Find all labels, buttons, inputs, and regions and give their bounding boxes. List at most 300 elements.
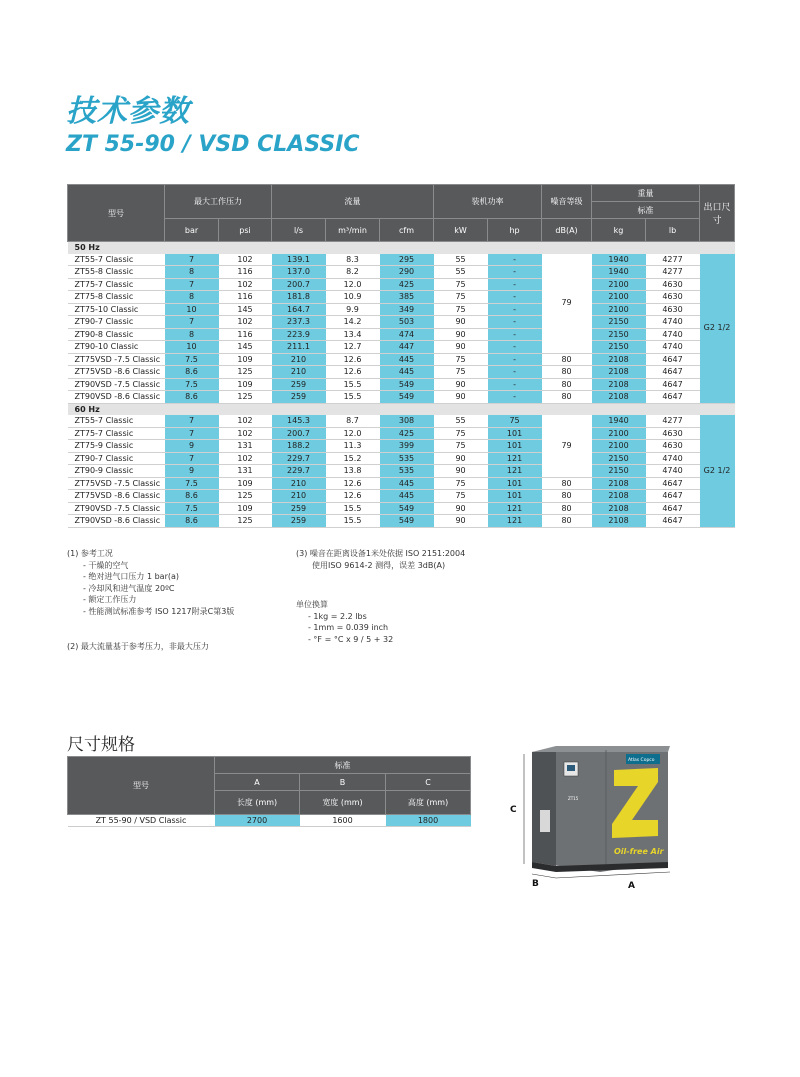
model-cell: ZT90-7 Classic: [68, 452, 165, 465]
table-cell: 2100: [592, 440, 646, 453]
table-cell: 8.6: [165, 490, 219, 503]
table-cell: 55: [434, 266, 488, 279]
table-cell: 80: [542, 502, 592, 515]
dimensions-table: [67, 756, 471, 827]
section-row: [68, 242, 735, 254]
table-cell: -: [488, 254, 542, 266]
table-cell: 290: [380, 266, 434, 279]
table-cell: 7.5: [165, 502, 219, 515]
dim-row-a: 2700: [215, 815, 300, 827]
table-cell: 8: [165, 266, 219, 279]
brand-name: Atlas Copco: [628, 758, 655, 763]
header-model: 型号: [68, 185, 165, 242]
table-cell: 75: [434, 440, 488, 453]
table-cell: 75: [434, 366, 488, 379]
table-cell: 4647: [646, 490, 700, 503]
table-cell: 4277: [646, 415, 700, 427]
model-cell: ZT75-10 Classic: [68, 303, 165, 316]
table-cell: 7: [165, 316, 219, 329]
dim-header-b: B: [300, 774, 386, 791]
page-subtitle: ZT 55-90 / VSD CLASSIC: [66, 132, 360, 157]
table-cell: 259: [272, 515, 326, 528]
table-cell: 4740: [646, 316, 700, 329]
model-cell: ZT75-7 Classic: [68, 427, 165, 440]
table-cell: 102: [219, 278, 272, 291]
table-cell: 121: [488, 502, 542, 515]
table-cell: 12.6: [326, 477, 380, 490]
model-cell: ZT75-8 Classic: [68, 291, 165, 304]
header-m3min: m³/min: [326, 219, 380, 242]
table-cell: 102: [219, 415, 272, 427]
table-cell: 101: [488, 477, 542, 490]
table-cell: 8.3: [326, 254, 380, 266]
table-cell: 75: [434, 490, 488, 503]
table-cell: 116: [219, 328, 272, 341]
table-cell: 80: [542, 366, 592, 379]
vent-grille: [540, 810, 550, 832]
model-cell: ZT55-7 Classic: [68, 254, 165, 266]
table-row: [68, 391, 735, 404]
note-3-line1: (3) 噪音在距离设备1米处依据 ISO 2151:2004: [296, 549, 466, 558]
dimension-b-line: [532, 874, 556, 878]
table-cell: 12.6: [326, 490, 380, 503]
header-power: 装机功率: [434, 185, 542, 219]
table-cell: 200.7: [272, 278, 326, 291]
header-flow: 流量: [272, 185, 434, 219]
table-cell: 90: [434, 378, 488, 391]
table-cell: 8.7: [326, 415, 380, 427]
model-cell: ZT90VSD -8.6 Classic: [68, 515, 165, 528]
table-row: [68, 477, 735, 490]
table-cell: 14.2: [326, 316, 380, 329]
header-noise: 噪音等级: [542, 185, 592, 219]
table-cell: 80: [542, 391, 592, 404]
dimension-a-line: [556, 872, 670, 878]
table-cell: 55: [434, 254, 488, 266]
note-1-item: - 绝对进气口压力 1 bar(a): [83, 572, 180, 581]
table-cell: 549: [380, 515, 434, 528]
note-1-title: (1) 参考工况: [67, 549, 113, 558]
table-cell: 4740: [646, 465, 700, 478]
table-cell: 80: [542, 515, 592, 528]
header-ls: l/s: [272, 219, 326, 242]
table-cell: 131: [219, 440, 272, 453]
table-cell: 181.8: [272, 291, 326, 304]
table-cell: 145: [219, 303, 272, 316]
dim-header-length: 长度 (mm): [215, 791, 300, 815]
table-cell: 7: [165, 427, 219, 440]
table-cell: 4647: [646, 391, 700, 404]
units-title: 单位换算: [296, 600, 328, 609]
header-psi: psi: [219, 219, 272, 242]
table-cell: 2108: [592, 490, 646, 503]
table-cell: 55: [434, 415, 488, 427]
table-row: [68, 316, 735, 329]
model-cell: ZT55-7 Classic: [68, 415, 165, 427]
note-1-item: - 冷却风和进气温度 20ºC: [83, 583, 175, 593]
table-cell: 7: [165, 415, 219, 427]
table-cell: 229.7: [272, 465, 326, 478]
table-cell: 2150: [592, 328, 646, 341]
table-cell: 2108: [592, 477, 646, 490]
table-cell: 349: [380, 303, 434, 316]
header-cfm: cfm: [380, 219, 434, 242]
table-cell: 399: [380, 440, 434, 453]
table-cell: 2150: [592, 452, 646, 465]
table-cell: -: [488, 366, 542, 379]
table-cell: 121: [488, 465, 542, 478]
table-cell: 8: [165, 328, 219, 341]
table-row: [68, 366, 735, 379]
table-cell: 15.5: [326, 391, 380, 404]
table-cell: 15.5: [326, 515, 380, 528]
table-cell: 425: [380, 427, 434, 440]
table-cell: 4630: [646, 278, 700, 291]
model-cell: ZT75VSD -7.5 Classic: [68, 477, 165, 490]
table-cell: 2108: [592, 502, 646, 515]
table-cell: 2150: [592, 316, 646, 329]
table-row: [68, 452, 735, 465]
table-cell: 90: [434, 341, 488, 354]
table-cell: -: [488, 353, 542, 366]
table-cell: 75: [434, 291, 488, 304]
table-cell: 125: [219, 391, 272, 404]
table-cell: 102: [219, 452, 272, 465]
table-cell: 4647: [646, 353, 700, 366]
table-row: [68, 328, 735, 341]
header-hp: hp: [488, 219, 542, 242]
label-b: B: [532, 879, 539, 889]
table-cell: 75: [434, 278, 488, 291]
table-cell: 7: [165, 278, 219, 291]
table-cell: 90: [434, 465, 488, 478]
table-cell: 2150: [592, 465, 646, 478]
table-cell: 90: [434, 316, 488, 329]
table-cell: 121: [488, 452, 542, 465]
table-row: [68, 490, 735, 503]
compressor-illustration: [510, 740, 680, 892]
table-cell: 90: [434, 502, 488, 515]
model-cell: ZT75-7 Classic: [68, 278, 165, 291]
model-cell: ZT75VSD -7.5 Classic: [68, 353, 165, 366]
table-row: [68, 303, 735, 316]
table-row: [68, 353, 735, 366]
header-kw: kW: [434, 219, 488, 242]
table-cell: 535: [380, 465, 434, 478]
table-cell: 223.9: [272, 328, 326, 341]
table-row: [68, 266, 735, 279]
table-cell: 188.2: [272, 440, 326, 453]
model-cell: ZT75VSD -8.6 Classic: [68, 366, 165, 379]
table-cell: 12.0: [326, 278, 380, 291]
table-cell: 139.1: [272, 254, 326, 266]
table-row: [68, 515, 735, 528]
note-3-line2: 使用ISO 9614-2 测得，误差 3dB(A): [312, 560, 446, 570]
table-cell: 125: [219, 366, 272, 379]
table-cell: 7.5: [165, 477, 219, 490]
table-cell: 237.3: [272, 316, 326, 329]
model-cell: ZT55-8 Classic: [68, 266, 165, 279]
table-cell: 2108: [592, 366, 646, 379]
dim-row-b: 1600: [300, 815, 386, 827]
dimensions-title: 尺寸规格: [67, 735, 135, 755]
dim-header-model: 型号: [68, 757, 215, 815]
table-cell: 445: [380, 366, 434, 379]
units-item: - °F = °C x 9 / 5 + 32: [308, 634, 394, 644]
table-cell: 12.0: [326, 427, 380, 440]
table-cell: 211.1: [272, 341, 326, 354]
table-cell: 75: [434, 427, 488, 440]
dim-row-c: 1800: [386, 815, 471, 827]
table-cell: 4630: [646, 303, 700, 316]
machine-side-panel: [532, 748, 556, 866]
header-lb: lb: [646, 219, 700, 242]
table-cell: 75: [434, 303, 488, 316]
table-cell: 308: [380, 415, 434, 427]
units-item: - 1mm = 0.039 inch: [308, 623, 389, 632]
table-cell: 535: [380, 452, 434, 465]
table-cell: 425: [380, 278, 434, 291]
table-cell: 10: [165, 341, 219, 354]
dim-header-c: C: [386, 774, 471, 791]
table-cell: 15.2: [326, 452, 380, 465]
table-cell: 75: [434, 353, 488, 366]
table-cell: 385: [380, 291, 434, 304]
table-cell: 90: [434, 452, 488, 465]
table-cell: -: [488, 278, 542, 291]
table-cell: -: [488, 316, 542, 329]
table-cell: 116: [219, 266, 272, 279]
page-title: 技术参数: [66, 94, 190, 129]
table-cell: 109: [219, 502, 272, 515]
table-cell: 549: [380, 502, 434, 515]
table-row: [68, 278, 735, 291]
table-cell: 503: [380, 316, 434, 329]
note-1-item: - 性能测试标准参考 ISO 1217附录C第3版: [83, 606, 235, 616]
table-cell: 15.5: [326, 378, 380, 391]
dim-header-a: A: [215, 774, 300, 791]
table-cell: 164.7: [272, 303, 326, 316]
table-row: [68, 341, 735, 354]
table-cell: 2100: [592, 427, 646, 440]
table-row: [68, 440, 735, 453]
table-cell: 4647: [646, 378, 700, 391]
table-cell: 101: [488, 427, 542, 440]
outlet-cell: G2 1/2: [700, 415, 735, 527]
table-cell: 75: [434, 477, 488, 490]
table-cell: 12.6: [326, 366, 380, 379]
table-cell: 75: [488, 415, 542, 427]
table-cell: 2150: [592, 341, 646, 354]
table-cell: 447: [380, 341, 434, 354]
label-a: A: [628, 881, 635, 891]
table-cell: 4630: [646, 427, 700, 440]
table-cell: 259: [272, 391, 326, 404]
table-cell: 1940: [592, 415, 646, 427]
table-cell: 259: [272, 502, 326, 515]
dim-header-std: 标准: [215, 757, 471, 774]
table-row: [68, 291, 735, 304]
table-cell: 102: [219, 427, 272, 440]
table-row: [68, 427, 735, 440]
table-cell: 474: [380, 328, 434, 341]
table-cell: -: [488, 378, 542, 391]
table-cell: 259: [272, 378, 326, 391]
table-cell: 210: [272, 477, 326, 490]
machine-top: [532, 746, 670, 752]
table-cell: 4630: [646, 291, 700, 304]
table-cell: 2100: [592, 303, 646, 316]
model-cell: ZT90-8 Classic: [68, 328, 165, 341]
table-cell: 4277: [646, 254, 700, 266]
table-cell: 1940: [592, 254, 646, 266]
table-cell: 229.7: [272, 452, 326, 465]
table-cell: 101: [488, 490, 542, 503]
model-cell: ZT75-9 Classic: [68, 440, 165, 453]
table-cell: 2108: [592, 515, 646, 528]
header-kg: kg: [592, 219, 646, 242]
table-cell: 12.6: [326, 353, 380, 366]
note-1-item: - 干燥的空气: [83, 560, 129, 570]
label-c: C: [510, 805, 517, 815]
table-cell: 121: [488, 515, 542, 528]
notes-left: [67, 548, 234, 653]
table-cell: 9.9: [326, 303, 380, 316]
table-row: [68, 502, 735, 515]
table-cell: 4647: [646, 502, 700, 515]
table-cell: 7: [165, 452, 219, 465]
dim-header-width: 宽度 (mm): [300, 791, 386, 815]
table-cell: 131: [219, 465, 272, 478]
table-cell: 445: [380, 477, 434, 490]
table-cell: 4647: [646, 515, 700, 528]
table-cell: 295: [380, 254, 434, 266]
table-cell: 1940: [592, 266, 646, 279]
table-cell: 445: [380, 490, 434, 503]
table-row: [68, 254, 735, 266]
table-cell: 116: [219, 291, 272, 304]
table-cell: -: [488, 341, 542, 354]
table-row: [68, 378, 735, 391]
table-cell: 109: [219, 477, 272, 490]
table-cell: 90: [434, 515, 488, 528]
note-1-item: - 额定工作压力: [83, 595, 137, 604]
units-item: - 1kg = 2.2 lbs: [308, 611, 367, 621]
model-cell: ZT90-7 Classic: [68, 316, 165, 329]
model-cell: ZT90-9 Classic: [68, 465, 165, 478]
section-label: 60 Hz: [68, 403, 735, 415]
dim-row-model: ZT 55-90 / VSD Classic: [68, 815, 215, 827]
table-cell: 10: [165, 303, 219, 316]
table-cell: 4630: [646, 440, 700, 453]
table-cell: 80: [542, 477, 592, 490]
table-cell: 7.5: [165, 353, 219, 366]
table-cell: 8.6: [165, 515, 219, 528]
header-weight-std: 标准: [592, 202, 700, 219]
table-cell: -: [488, 291, 542, 304]
table-cell: 125: [219, 515, 272, 528]
table-cell: 549: [380, 391, 434, 404]
table-cell: 80: [542, 353, 592, 366]
noise-merged-cell: 79: [542, 415, 592, 477]
table-cell: 145: [219, 341, 272, 354]
model-cell: ZT90VSD -7.5 Classic: [68, 502, 165, 515]
table-cell: 9: [165, 465, 219, 478]
table-cell: 7.5: [165, 378, 219, 391]
table-cell: 13.8: [326, 465, 380, 478]
table-cell: 2100: [592, 291, 646, 304]
table-cell: 9: [165, 440, 219, 453]
table-cell: -: [488, 303, 542, 316]
table-cell: -: [488, 328, 542, 341]
notes-right: [296, 548, 465, 645]
table-cell: 13.4: [326, 328, 380, 341]
table-cell: -: [488, 266, 542, 279]
table-cell: 4740: [646, 452, 700, 465]
model-cell: ZT75VSD -8.6 Classic: [68, 490, 165, 503]
table-row: [68, 415, 735, 427]
table-cell: 11.3: [326, 440, 380, 453]
table-cell: 4647: [646, 477, 700, 490]
outlet-cell: G2 1/2: [700, 254, 735, 404]
header-pressure: 最大工作压力: [165, 185, 272, 219]
table-cell: 90: [434, 391, 488, 404]
table-cell: 200.7: [272, 427, 326, 440]
model-cell: ZT90VSD -8.6 Classic: [68, 391, 165, 404]
noise-merged-cell: 79: [542, 254, 592, 354]
table-cell: 109: [219, 378, 272, 391]
table-cell: 445: [380, 353, 434, 366]
table-cell: 15.5: [326, 502, 380, 515]
table-cell: 210: [272, 366, 326, 379]
table-cell: 4647: [646, 366, 700, 379]
table-cell: 8.2: [326, 266, 380, 279]
table-cell: 8.6: [165, 391, 219, 404]
table-cell: 102: [219, 316, 272, 329]
table-cell: 549: [380, 378, 434, 391]
table-cell: 4740: [646, 341, 700, 354]
slogan: Oil-free Air: [614, 847, 664, 856]
dim-header-height: 高度 (mm): [386, 791, 471, 815]
table-cell: 2100: [592, 278, 646, 291]
spec-table: [67, 184, 735, 528]
table-cell: 137.0: [272, 266, 326, 279]
model-cell: ZT90-10 Classic: [68, 341, 165, 354]
model-tag: ZT15: [568, 796, 579, 801]
note-2: (2) 最大流量基于参考压力，非最大压力: [67, 642, 209, 651]
table-cell: 8: [165, 291, 219, 304]
table-cell: 80: [542, 378, 592, 391]
table-cell: 210: [272, 490, 326, 503]
table-cell: 109: [219, 353, 272, 366]
table-cell: 4740: [646, 328, 700, 341]
table-cell: 2108: [592, 353, 646, 366]
table-row: [68, 465, 735, 478]
table-cell: 80: [542, 490, 592, 503]
model-cell: ZT90VSD -7.5 Classic: [68, 378, 165, 391]
table-cell: 102: [219, 254, 272, 266]
control-display: [567, 765, 575, 771]
table-cell: 7: [165, 254, 219, 266]
header-outlet: 出口尺寸: [700, 185, 735, 242]
section-label: 50 Hz: [68, 242, 735, 254]
table-cell: 10.9: [326, 291, 380, 304]
table-cell: 125: [219, 490, 272, 503]
table-cell: 145.3: [272, 415, 326, 427]
table-cell: 2108: [592, 378, 646, 391]
section-row: [68, 403, 735, 415]
table-cell: 210: [272, 353, 326, 366]
